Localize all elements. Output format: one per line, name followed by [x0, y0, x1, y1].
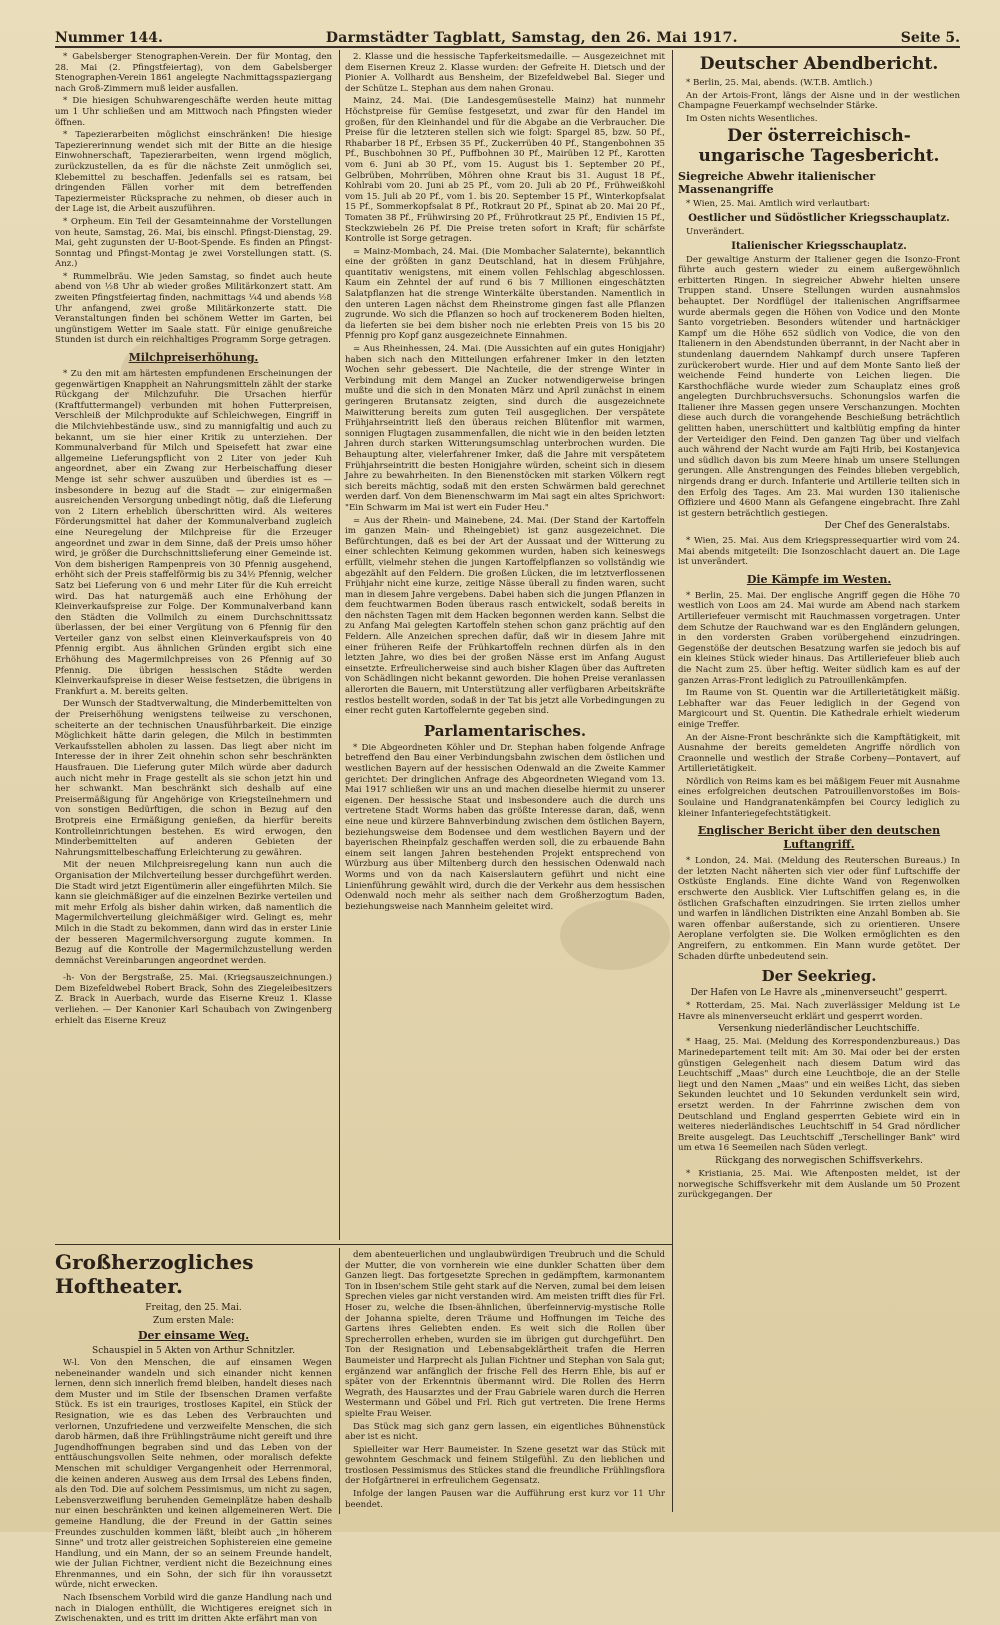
- engl-text: * London, 24. Mai. (Meldung des Reuterschen Bureaus.) In der letzten Nacht näherten sich vier oder fünf Luftschiffe der Ostküste Englands. Eine dichte Wand von Regenwolken erschwerte den Ausblick. Vier Luftschiffen gelang es, in die östlichen Grafschaften einzudringen. Sie irrten ziellos umher und warfen in ländlichen Distrikten eine Anzahl Bomben ab. Sie waren offenbar außerstande, sich zu orientieren. Unsere Aeroplane verfolgten sie. Die Wolken ermöglichten es den Angreifern, zu entkommen. Ein Mann wurde getötet. Der Schaden dürfte unbedeutend sein.: [678, 856, 960, 962]
- paper-stain: [560, 900, 670, 970]
- article-parlament: * Die Abgeordneten Köhler und Dr. Stephan haben folgende Anfrage betreffend den Bau einer Verbindungsbahn zwischen dem östlichen und westlichen Bayern auf der hessischen Odenwald an die Zweite Kammer gerichtet: Der dringlichen Anfrage des Abgeordneten Wiegand vom 13. Mai 1917 schließen wir uns an und machen dieselbe hiermit zu unserer eigenen. Der hessische Staat und insbesondere auch die durch uns vertretene Stadt Worms haben das größte Interesse daran, daß, wenn eine neue und kürzere Bahnverbindung zwischen dem östlichen Bayern, beziehungsweise dem Bodensee und dem westlichen Bayern und der bayerischen Rheinpfalz geschaffen werden soll, die zu erbauende Bahn einem seit langen Jahren bestehenden Projekt entsprechend von Würzburg aus über Miltenberg durch den hessischen Odenwald nach Worms und von da nach Kaiserslautern geführt und nicht eine Linienführung gewählt wird, durch die der Verkehr aus dem hessischen Odenwald noch mehr als seither nach dem Großherzogtum Baden, beziehungsweise nach Mannheim geleitet wird.: [345, 742, 665, 912]
- abend-text: An der Artois-Front, längs der Aisne und in der westlichen Champagne Feuerkampf wechselnder Stärke.: [678, 90, 960, 112]
- article-schuhwaren: * Die hiesigen Schuhwarengeschäfte werden heute mittag um 1 Uhr schließen und am Mittwoch nach Pfingsten wieder öffnen.: [55, 96, 332, 128]
- article-bergstrasse: -h- Von der Bergstraße, 25. Mai. (Kriegsauszeichnungen.) Dem Bizefeldwebel Robert Brack, Sohn des Ziegeleibesitzers Z. Brack in Auerbach, wurde das Eiserne Kreuz 1. Klasse verliehen. — Der Kanonier Karl Schaubach von Zwingenberg erhielt das Eiserne Kreuz: [55, 973, 332, 1026]
- heading-kaempfe-westen: Die Kämpfe im Westen.: [746, 572, 892, 586]
- see-subheading: Der Hafen von Le Havre als „minenverseucht" gesperrt.: [690, 988, 948, 999]
- subheading-abwehr: Siegreiche Abwehr italienischer Massenangriffe: [678, 170, 876, 197]
- article-mainz-gemuese: Mainz, 24. Mai. (Die Landesgemüsestelle Mainz) hat nunmehr Höchstpreise für Gemüse festgesetzt, und zwar für den Handel im großen, für den Kleinhandel und für die Abgabe an die Verbraucher. Die Preise für die letzteren stellen sich wie folgt: Spargel 85, bzw. 50 Pf., Rhabarber 18 Pf., Erbsen 35 Pf., Zuckerrüben 40 Pf., Stangenbohnen 35 Pf., Buschbohnen 30 Pf., Puffbohnen 30 Pf., Mairüben 12 Pf., Karotten vom 6. Juni ab 30 Pf., vom 15. August bis 1. September 20 Pf., Gelbrüben, Mohrrüben, Möhren ohne Kraut bis 31. August 18 Pf., Kohlrabi vom 20. Juni ab 25 Pf., vom 20. Juli ab 20 Pf., Frühweißkohl vom 15. Juli ab 20 Pf., vom 1. bis 20. September 15 Pf., Winterkopfsalat 15 Pf., Sommerkopfsalat 8 Pf., Rotkraut 20 Pf., Spinat ab 20. Mai 20 Pf., Tomaten 38 Pf., Frühwirsing 20 Pf., Frührotkraut 25 Pf., Endivien 15 Pf., Steckzwiebeln 26 Pf. Die Preise treten sofort in Kraft; für schärfste Kontrolle ist Sorge getragen.: [345, 96, 665, 245]
- oest-italien-text: Der gewaltige Ansturm der Italiener gegen die Isonzo-Front führte auch gestern wieder zu einem außergewöhnlich erbitterten Ringen. In siegreicher Abwehr hielten unsere Truppen stand. Unsere Stellungen wurden ausnahmslos behauptet. Der Nordflügel der italienischen Angriffsarmee wurde abermals gegen die Höhen von Vodice und den Monte Santo vorgetrieben. Besonders wütender und hartnäckiger Kampf um die Höhe 652 südlich von Vodice, die von den Italienern in den Abendstunden überrannt, in der Nacht aber in stundenlang dauerndem Nahkampf durch unsere Tapferen zurückerobert wurde. Hier und auf dem Monte Santo ließ der weichende Feind hunderte von Leichen liegen. Die Karsthochfläche wurde wieder zum Schauplatz eines groß angelegten Durchbruchsversuchs. Schonungslos warfen die Italiener ihre Massen gegen unsere Verschanzungen. Mochten diese auch durch die vorangehende Beschießung beträchtlich gelitten haben, unerschüttert und kaltblütig empfing da hinter der Verteidiger den Feind. Den ganzen Tag über und vielfach auch während der Nacht wurde am Fajti Hrib, bei Kostanjevica und südlich davon bis zum Meere hinab um unsere Stellungen gerungen. Alle Anstrengungen des Feindes blieben vergeblich, nirgends drang er durch. Infanterie und Artillerie teilten sich in den Erfolg des Tages. Am 23. Mai wurden 130 italienische Offiziere und 4600 Mann als Gefangene eingebracht. Ihre Zahl ist gestern beträchtlich gestiegen.: [678, 254, 960, 519]
- column-1: [55, 52, 332, 1240]
- article-tapezier: * Tapezierarbeiten möglichst einschränken! Die hiesige Tapeziererinnung wendet sich mit der Bitte an die hiesige Einwohnerschaft, Tapezierarbeiten, wenn irgend möglich, zurückzustellen, da es für die nächste Zeit unmöglich sei, Klebemittel zu beschaffen. Jedenfalls sei es ratsam, bei dringenden Fällen vorher mit dem betreffenden Tapeziermeister Rücksprache zu nehmen, ob dieser auch in der Lage ist, die Arbeit auszuführen.: [55, 130, 332, 215]
- kaempfe-4: Nördlich von Reims kam es bei mäßigem Feuer mit Ausnahme eines erfolgreichen deutschen Patrouillenvorstoßes im Bois-Soulaine und Handgranatenkämpfen bei Courcy lediglich zu kleiner Infanteriegefechtstätigkeit.: [678, 776, 960, 819]
- heading-seekrieg: Der Seekrieg.: [761, 967, 877, 986]
- oest-dateline: * Wien, 25. Mai. Amtlich wird verlautbart:: [686, 199, 870, 210]
- article-milchpreis-2: Der Wunsch der Stadtverwaltung, die Minderbemittelten von der Preiserhöhung wenigstens teilweise zu verschonen, scheiterte an der technischen Unausführbarkeit. Die einzige Möglichkeit hätte darin gelegen, die Milch in bestimmten Verkaufsstellen abholen zu lassen. Das liegt aber nicht im Interesse der in ihrer Zeit ohnehin schon sehr beschränkten Hausfrauen. Die Lieferung guter Milch würde aber dadurch auch nicht mehr in Frage gestellt als sie schon jetzt hin und her schwankt. Man beschränkt sich deshalb auf eine Preisermäßigung für Angehörige von Kriegsteilnehmern und von sonstigen Bedürftigen, die schon in Bezug auf den Brotpreis eine Ermäßigung genießen, da hierfür bereits Kontrolleinrichtungen bestehen. Es wird erwogen, den Minderbemittelten auf anderen Gebieten der Nahrungsmittelbeschaffung Erleichterung zu gewähren.: [55, 699, 332, 858]
- heading-parlamentarisches: Parlamentarisches.: [423, 721, 587, 740]
- heading-oesterreich: Der österreichisch-ungarische Tagesbericht.: [698, 126, 940, 167]
- heading-milchpreis: Milchpreiserhöhung.: [128, 351, 259, 365]
- paper-stain: [120, 330, 260, 420]
- kaempfe-3: An der Aisne-Front beschränkte sich die Kampftätigkeit, mit Ausnahme der bereits gemeldeten Angriffe nördlich von Craonnelle und westlich der Straße Corbeny—Pontavert, auf Artillerietätigkeit.: [678, 732, 960, 775]
- review-5: Spielleiter war Herr Baumeister. In Szene gesetzt war das Stück mit gewohntem Geschmack und feinem Stilgefühl. Zu den lieblichen und trostlosen Pessimismus des Stückes stand die freundliche Frühlingsflora der Hofgärtnerei in erfreulichem Gegensatz.: [345, 1444, 665, 1487]
- abend-dateline: * Berlin, 25. Mai, abends. (W.T.B. Amtlich.): [686, 78, 873, 88]
- column-rule-2: [672, 50, 673, 1512]
- article-rheinhessen-honig: = Aus Rheinhessen, 24. Mai. (Die Aussichten auf ein gutes Honigjahr) haben sich nach den Mitteilungen erfahrener Imker in den letzten Wochen sehr gebessert. Die Nachteile, die der strenge Winter in Verbindung mit dem Mangel an Zucker notwendigerweise bringen mußte und die sich in den Monaten März und April zunächst in einem geringeren Brutansatz zeigten, sind durch die ausgezeichnete Maiwitterung bereits zum guten Teil ausgeglichen. Der verspätete Frühjahrseintritt ließ den überaus reichen Blütenflor mit warmen, sonnigen Flugtagen zusammenfallen, die nicht wie in den beiden letzten Jahren durch starken Witterungsumschlag unterbrochen wurden. Die Behauptung alter, vielerfahrener Imker, daß die Jahre mit verspätetem Frühjahrseintritt die besten Honigjahre würden, scheint sich in diesem Jahre zu bewahrheiten. In den Bienenstöcken mit starken Völkern regt sich bereits mächtig, sodaß mit den ersten Schwärmen bald gerechnet werden darf. Von dem Bienenschwarm im Mai sagt ein altes Sprichwort: "Ein Schwarm im Mai ist wert ein Fuder Heu.": [345, 344, 665, 513]
- article-rummelbraeu: * Rummelbräu. Wie jeden Samstag, so findet auch heute abend von ½8 Uhr ab wieder großes Militärkonzert statt. Am zweiten Pfingstfeiertag finden, nachmittags ¼4 und abends ½8 Uhr anfangend, zwei große Militärkonzerte statt. Die Veranstaltungen finden bei schönem Wetter im Garten, bei ungünstigem Wetter im Saale statt. Für einige genußreiche Stunden ist durch ein reichhaltiges Programm Sorge getragen.: [55, 271, 332, 346]
- play-genre: Schauspiel in 5 Akten von Arthur Schnitzler.: [92, 1346, 295, 1356]
- oest-unveraendert: Unverändert.: [686, 226, 745, 237]
- kaempfe-1: * Berlin, 25. Mai. Der englische Angriff gegen die Höhe 70 westlich von Loos am 24. Mai wurde am Abend nach starkem Artilleriefeuer vermischt mit Rauchmassen vorgetragen. Unter dem Schutze der Rauchwand war es den Engländern gelungen, in den vordersten Graben vorübergehend einzudringen. Gegenstöße der deutschen Besatzung warfen sie jedoch bis auf ein kleines Stück wieder hinaus. Das Artilleriefeuer blieb auch die Nacht zum 25. über heftig. Weiter südlich kam es auf der ganzen Arras-Front lediglich zu Patrouillenkämpfen.: [678, 590, 960, 686]
- see-rotterdam: * Rotterdam, 25. Mai. Nach zuverlässiger Meldung ist Le Havre als minenverseucht erklärt und gesperrt worden.: [678, 1001, 960, 1022]
- heading-hoftheater: Großherzogliches Hoftheater.: [55, 1250, 254, 1298]
- column-3: [678, 52, 960, 1514]
- review-4: Das Stück mag sich ganz gern lassen, ein eigentliches Bühnenstück aber ist es nicht.: [345, 1421, 665, 1443]
- review-2: Nach Ibsenschem Vorbild wird die ganze Handlung nach und nach in Dialogen enthüllt, die Wichtigeres ereignet sich in Zwischenakten, und es tritt im dritten Akte erfährt man von: [55, 1593, 332, 1625]
- article-stenographen: * Gabelsberger Stenographen-Verein. Der für Montag, den 28. Mai (2. Pfingstfeiertag), von dem Gabelsberger Stenographen-Verein 1861 angelegte Nachmittagsspaziergang nach Groß-Zimmern muß leider ausfallen.: [55, 52, 332, 94]
- oest-signature: Der Chef des Generalstabs.: [824, 521, 950, 532]
- region-oestlich: Oestlicher und Südöstlicher Kriegsschauplatz.: [688, 212, 950, 224]
- article-kartoffeln: = Aus der Rhein- und Mainebene, 24. Mai. (Der Stand der Kartoffeln im ganzen Main- und Rheingebiet) ist ganz ausgezeichnet. Die Befürchtungen, daß es bei der Art der Aussaat und der Witterung zu einer schlechten Keimung gekommen wurden, haben sich keineswegs erfüllt, vielmehr stehen die jungen Kartoffelpflanzen so vollständig wie abgezählt auf den Feldern. Die großen Lücken, die im letztverflossenen Frühjahr nicht eine kurze, zeitige Nässe überall zu finden waren, sucht man in diesem Jahre vergebens. Dabei haben sich die jungen Pflanzen in dem feuchtwarmen Boden überaus rasch entwickelt, sodaß bereits in den nächsten Tagen mit dem Hacken begonnen werden kann. Selbst die zu Anfang Mai gelegten Kartoffeln stehen schon ganz prächtig auf den Feldern. Alle Anzeichen sprechen dafür, daß wir in diesem Jahre mit einer früheren Reife der Frühkartoffeln rechnen dürfen als in den letzten Jahre, wo dies bei der großen Nässe erst im Anfang August einsetzte. Erfreulicherweise sind auch bisher Klagen über das Auftreten von Schädlingen nicht bekannt geworden. Die hohen Preise veranlassen allerorten die Bauern, mit Unterstützung aller verfügbaren Arbeitskräfte restlos bestellt worden, sodaß in der Tat bis jetzt alle Vorbedingungen zu einer recht guten Kartoffelernte gegeben sind.: [345, 515, 665, 717]
- masthead-title: Darmstädter Tagblatt, Samstag, den 26. Mai 1917.: [325, 30, 738, 46]
- theatre-column-2: [345, 1250, 665, 1516]
- see-heading-norwegen: Rückgang des norwegischen Schiffsverkehrs.: [715, 1155, 923, 1166]
- theatre-rule: [55, 1244, 672, 1245]
- theatre-column-1: [55, 1250, 332, 1625]
- issue-number: Nummer 144.: [55, 30, 163, 46]
- heading-englischer-bericht: Englischer Bericht über den deutschen Luftangriff.: [697, 824, 941, 852]
- article-milchpreis-3: Mit der neuen Milchpreisregelung kann nun auch die Organisation der Milchverteilung besser durchgeführt werden. Die Stadt wird jetzt Eigentümerin aller eingeführten Milch. Sie kann sie gleichmäßiger auf die einzelnen Bezirke verteilen und mit mehr Erfolg als bisher dahin wirken, daß namentlich die Magermilchverteilung gleichmäßiger wird. Gelingt es, mehr Milch in die Stadt zu bekommen, dann wird das in erster Linie der besseren Magermilchversorgung zugute kommen. In Bezug auf die Kontrolle der Magermilchzustellung werden demnächst Vereinbarungen angeordnet werden.: [55, 860, 332, 966]
- article-mombach: = Mainz-Mombach, 24. Mai. (Die Mombacher Salaternte), bekanntlich eine der größten in ganz Deutschland, hat in diesem Frühjahre, quantitativ wenigstens, mit einem vollen Fehlschlag abgeschlossen. Kaum ein Zehntel der auf rund 6 bis 7 Millionen eingeschätzten Salatpflanzen hat die strenge Winterkälte überstanden. Namentlich in den unteren Lagen nächst dem Rheinstrome gingen fast alle Pflanzen zugrunde. Wo sich die Pflanzen so hoch auf trockenerem Boden hielten, da lieferten sie bei dem bisher noch nie erlebten Preis von 15 bis 20 Pfennig pro Kopf ganz ausgezeichnete Einnahmen.: [345, 246, 665, 342]
- theatre-column-rule: [339, 1248, 340, 1514]
- review-6: Infolge der langen Pausen war die Aufführung erst kurz vor 11 Uhr beendet.: [345, 1489, 665, 1510]
- article-bergstrasse-cont: 2. Klasse und die hessische Tapferkeitsmedaille. — Ausgezeichnet mit dem Eisernen Kreuz 2. Klasse wurden: der Gefreite H. Dietsch und der Pionier A. Vollhardt aus Bensheim, der Bizefeldwebel Bal. Sieger und der Schütze L. Stephan aus dem nahen Gronau.: [345, 52, 665, 94]
- page-number: Seite 5.: [900, 30, 960, 46]
- article-milchpreis-1: * Zu den mit am härtesten empfundenen Erscheinungen der gegenwärtigen Knappheit an Nahrungsmitteln zählt der starke Rückgang der Milchzufuhr. Die Ursachen hierfür (Kraftfuttermangel) verbunden mit hohen Futterpreisen, Verschleiß der Milchprodukte auf Schleichwegen, Eingriff in die Milchviehbestände usw., sind zu mannigfaltig und auch zu bekannt, um sie hier einer Kritik zu unterziehen. Der Kommunalverband für Milch und Speisefett hat zwar eine allgemeine Lieferungspflicht von 2 Liter von jeder Kuh angeordnet, aber ein Zwang zur Herbeischaffung dieser Menge ist sehr schwer auszuüben und überdies ist es — insbesondere in bezug auf die Stadt — zur einigermaßen ausreichenden Versorgung unbedingt nötig, daß die Lieferung von 2 Litern erheblich überschritten wird. Als weiteres Förderungsmittel hat daher der Kommunalverband zugleich eine Neuregelung der Milchpreise für die Erzeuger angeordnet und zwar in dem Sinne, daß der Preis umso höher wird, je größer die Durchschnittslieferung einer Gemeinde ist. Von dem bisherigen Rampenpreis von 30 Pfennig ausgehend, erhöht sich der Preis staffelförmig bis zu 34½ Pfennig, welcher Satz bei Lieferung von 6 und mehr Liter für die Kuh erreicht wird. Das hat naturgemäß auch eine Erhöhung der Kleinverkaufspreise zur Folge. Der Kommunalverband kann den Städten die Vollmilch zu einem Durchschnittssatz überlassen, der bei einer Vergütung von 6 Pfennig für den Verteiler ganz von selbst einen Kleinverkaufspreis von 40 Pfennig ergibt. Aus ähnlichen Gründen ergibt sich eine Erhöhung des Magermilchpreises von 26 Pfennig auf 30 Pfennig. Die übrigen hessischen Städte werden Kleinverkaufspreise in dieser Weise festsetzen, die übrigens in Frankfurt a. M. bereits gelten.: [55, 369, 332, 697]
- kaempfe-2: Im Raume von St. Quentin war die Artillerietätigkeit mäßig. Lebhafter war das Feuer lediglich in der Gegend von Margicourt und St. Quentin. Die Kathedrale erhielt wiederum einige Treffer.: [678, 688, 960, 730]
- review-1: W-l. Von den Menschen, die auf einsamen Wegen nebeneinander wandeln und sich einander nicht kennen lernen, denn sich innerlich fremd bleiben, handelt dieses nach dem Muster und im Stile der Ibsenschen Dramen verfaßte Stück. Es ist ein trauriges, trostloses Kapitel, ein Stück der Resignation, wie es das Leben des Verbrauchten und verlornen, Unzufriedene und verzweifelte Menschen, die sich darob härmen, daß ihre Frühlingsträume nicht gereift und ihre Jugendhoffnungen begraben sind und das Leben von der enttäuschungsvollen Seite nehmen, oder moralisch defekte Menschen mit schuldiger Vergangenheit oder Herrenmoral, die keinen anderen Ausweg aus dem Irrsal des Lebens finden, als den Tod. Die auf solchem Pessimismus, um nicht zu sagen, Lebensverzweiflung beruhenden Gemeinplätze haben deshalb nur einen beschränkten und keinen allgemeineren Wert. Die gemeine Handlung, die der Freund in der Gattin seines Freundes zuschulden kommen läßt, bleibt auch „in höherem Sinne" und trotz aller geistreichen Sophistereien eine gemeine Handlung, und ein Mann, der so an seinem Freunde handelt, wie der Julian Fichtner, verdient nicht die Bezeichnung eines Ehrenmannes, und ein Sohn, der sich für ihn voraussetzt würde, nicht erwecken.: [55, 1358, 332, 1591]
- masthead: [55, 22, 960, 48]
- oest-kriegspresse: * Wien, 25. Mai. Aus dem Kriegspressequartier wird vom 24. Mai abends mitgeteilt: Die Isonzoschlacht dauert an. Die Lage ist unverändert.: [678, 536, 960, 568]
- region-italien: Italienischer Kriegsschauplatz.: [731, 240, 907, 252]
- column-rule-1: [339, 50, 340, 1240]
- article-orpheum: * Orpheum. Ein Teil der Gesamteinnahme der Vorstellungen von heute, Samstag, 26. Mai, bis einschl. Pfingst-Dienstag, 29. Mai, geht zugunsten der U-Boot-Spende. Es finden an Pfingst-Sonntag und Pfingst-Montag je zwei Vorstellungen statt. (S. Anz.): [55, 216, 332, 270]
- see-kristiania: * Kristiania, 25. Mai. Wie Aftenposten meldet, ist der norwegische Schiffsverkehr mit dem Auslande um 50 Prozent zurückgegangen. Der: [678, 1168, 960, 1201]
- see-haag: * Haag, 25. Mai. (Meldung des Korrespondenzbureaus.) Das Marinedepartement teilt mit: Am 30. Mai oder bei der ersten günstigen Gelegenheit nach diesem Datum wird das Leuchtschiff „Maas" durch eine Leuchtboje, die an der Stelle liegt und den Namen „Maas" und ein weißes Licht, das sieben Sekunden leuchtet und 10 Sekunden verdunkelt sein wird, ersetzt werden. In der Fahrrinne zwischen dem von Deutschland und England gesperrten Gebiete wird ein in weiteres niederländisches Leuchtschiff in 54 Grad nördlicher Breite ausgelegt. Das Leuchtschiff „Terschellinger Bank" wird um etwa 16 Seemeilen nach Süden verlegt.: [678, 1037, 960, 1154]
- review-3: dem abenteuerlichen und unglaubwürdigen Treubruch und die Schuld der Mutter, die von vornherein wie eine dunkler Schatten über dem Ganzen liegt. Das fortgesetzte Sprechen in gedämpftem, karmonantem Ton in Ibsen'schem Stile geht stark auf die Nerven, zumal bei dem leisen Sprechen vieles gar nicht verstanden wird. Am meisten trifft dies für Frl. Hoser zu, welche die Ibsen-ähnlichen, überfeinnervig-mystische Rolle der Johanna spielte, deren Träume und Hoffnungen im Teiche des Gartens ihres Geliebten enden. Es weit sich die Rollen über Sprecherrollen erheben, wurden sie im übrigen gut durchgeführt. Den Ton der Resignation und Lebensabgeklärtheit trafen die Herren Baumeister und Harprecht als Julian Fichtner und Stephan von Sala gut; ergänzend war anfänglich der frische Fell des Herrn Ehle, bis auf er später von der Erkenntnis übermannt wird. Die Rollen des Herrn Wegrath, des Hausarztes und der Frau Gabriele waren durch die Herren Westermann und Göbel und Frl. Rich gut vertreten. Die Irene Herms spielte Frau Weiser.: [345, 1250, 665, 1419]
- separator: [138, 969, 249, 970]
- column-2: [345, 52, 665, 1240]
- play-title: Der einsame Weg.: [137, 1329, 250, 1342]
- abend-osten: Im Osten nichts Wesentliches.: [686, 113, 818, 124]
- theatre-date: Freitag, den 25. Mai.: [145, 1303, 242, 1313]
- heading-abendbericht: Deutscher Abendbericht.: [699, 54, 939, 74]
- theatre-first: Zum ersten Male:: [152, 1316, 235, 1326]
- see-heading-leuchtschiffe: Versenkung niederländischer Leuchtschiffe.: [718, 1024, 920, 1035]
